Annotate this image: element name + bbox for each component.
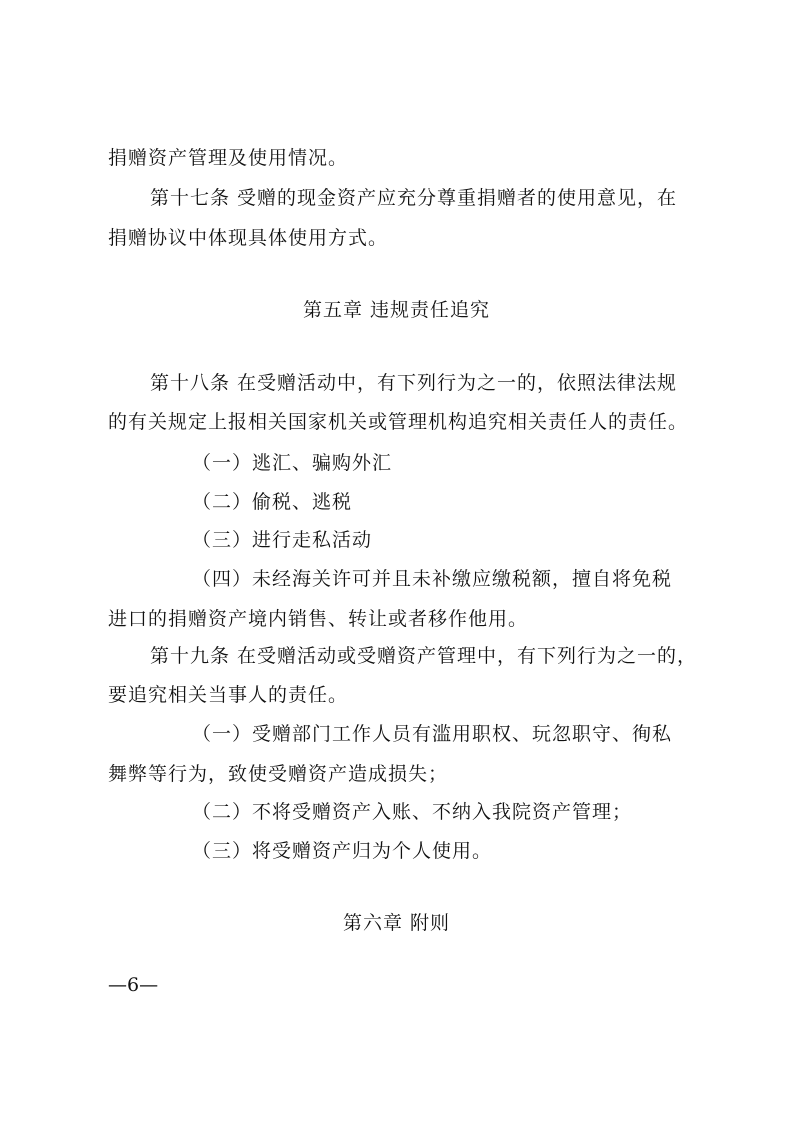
article-19-item-2: （二）不将受赠资产入账、不纳入我院资产管理；: [192, 801, 633, 823]
article-19-line-1: 第十九条 在受赠活动或受赠资产管理中，有下列行为之一的，: [150, 645, 698, 667]
page-number: —6—: [108, 974, 159, 996]
article-17-line-1: 第十七条 受赠的现金资产应充分尊重捐赠者的使用意见，在: [150, 187, 678, 209]
article-18-item-1: （一）逃汇、骗购外汇: [192, 452, 393, 474]
article-18-item-4-line-2: 进口的捐赠资产境内销售、转让或者移作他用。: [108, 608, 529, 630]
chapter-5-heading: 第五章 违规责任追究: [302, 299, 491, 321]
article-19-line-2: 要追究相关当事人的责任。: [108, 684, 349, 706]
chapter-6-heading: 第六章 附则: [342, 912, 451, 934]
article-19-item-1-line-1: （一）受赠部门工作人员有滥用职权、玩忽职守、徇私: [192, 723, 673, 745]
article-19-item-1-line-2: 舞弊等行为，致使受赠资产造成损失；: [108, 763, 449, 785]
article-19-item-3: （三）将受赠资产归为个人使用。: [192, 840, 493, 862]
article-17-line-2: 捐赠协议中体现具体使用方式。: [108, 227, 389, 249]
article-18-item-2: （二）偷税、逃税: [192, 491, 353, 513]
article-18-item-4-line-1: （四）未经海关许可并且未补缴应缴税额，擅自将免税: [192, 568, 673, 590]
article-18-line-2: 的有关规定上报相关国家机关或管理机构追究相关责任人的责任。: [108, 411, 689, 433]
article-18-item-3: （三）进行走私活动: [192, 529, 373, 551]
article-18-line-1: 第十八条 在受赠活动中，有下列行为之一的，依照法律法规: [150, 372, 678, 394]
paragraph-line: 捐赠资产管理及使用情况。: [108, 147, 349, 169]
